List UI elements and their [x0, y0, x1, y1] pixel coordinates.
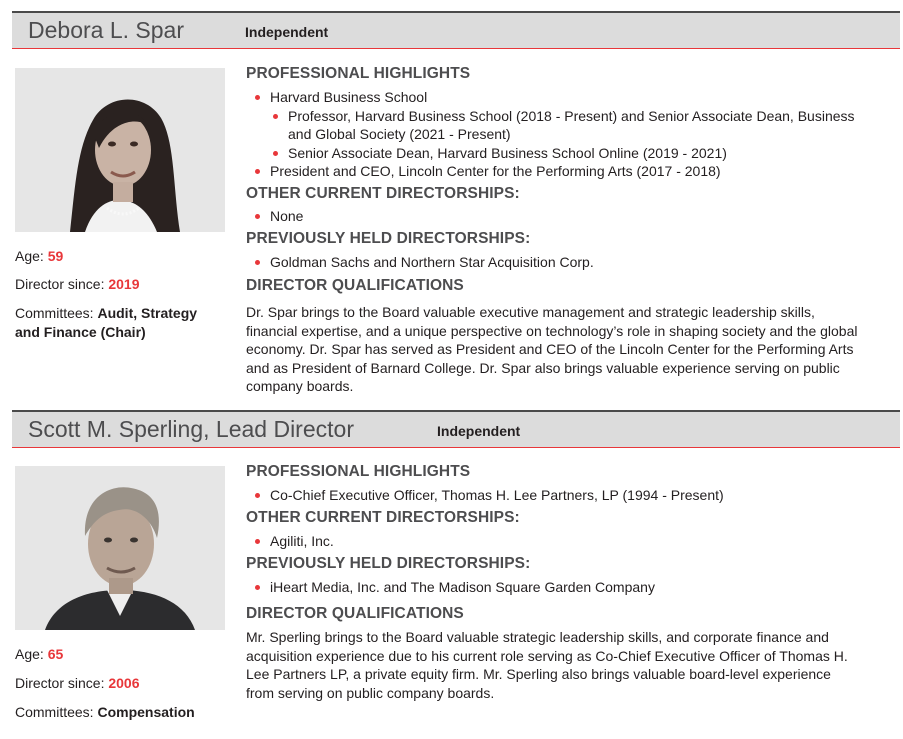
independence-status: Independent	[437, 423, 521, 439]
committees-label: Committees:	[15, 704, 98, 720]
director-name: Debora L. Spar	[28, 17, 184, 43]
portrait-man-icon	[15, 466, 225, 630]
director-stats	[15, 645, 235, 725]
previous-directorships-title: PREVIOUSLY HELD DIRECTORSHIPS:	[246, 230, 531, 247]
age-value: 59	[47, 248, 64, 264]
director-since-value: 2019	[108, 276, 140, 292]
committees-row	[15, 703, 195, 722]
qualifications-line: Mr. Sperling brings to the Board valuable strategic leadership skills, and corporate finance and	[246, 629, 829, 645]
director-qualifications-text	[246, 628, 900, 702]
qualifications-line: and as President of Barnard College. Dr. Spar also brings valuable experience serving on public	[246, 359, 840, 376]
director-since-row	[15, 674, 140, 693]
age-row	[15, 645, 63, 664]
committees-value: Compensation	[97, 704, 195, 720]
qualifications-line: acquisition experience due to his current role serving as Co-Chief Executive Officer of Thomas H.	[246, 647, 848, 664]
highlight-item: President and CEO, Lincoln Center for the Performing Arts (2017 - 2018)	[246, 162, 900, 181]
qualifications-line: financial expertise, and a unique perspective on technology’s role in shaping society and the global	[246, 322, 858, 339]
professional-highlights-title: PROFESSIONAL HIGHLIGHTS	[246, 463, 471, 480]
previous-directorships-title: PREVIOUSLY HELD DIRECTORSHIPS:	[246, 555, 531, 572]
committees-value: Audit, Strategy	[97, 305, 198, 321]
other-directorships-title: OTHER CURRENT DIRECTORSHIPS:	[246, 185, 520, 202]
professional-highlights-list	[246, 486, 900, 505]
director-since-value: 2006	[108, 675, 140, 691]
director-qualifications-title: DIRECTOR QUALIFICATIONS	[246, 605, 464, 622]
highlight-subitem: Professor, Harvard Business School (2018 - Present) and Senior Associate Dean, Business	[246, 107, 900, 126]
professional-highlights-title: PROFESSIONAL HIGHLIGHTS	[246, 65, 471, 82]
director-name: Scott M. Sperling, Lead Director	[28, 416, 354, 442]
director-photo	[15, 466, 225, 630]
qualifications-line: company boards.	[246, 378, 354, 394]
highlight-continuation-text: and Global Society (2021 - Present)	[288, 126, 511, 142]
committees-label: Committees:	[15, 305, 98, 321]
other-directorships-list	[246, 532, 900, 551]
director-since-label: Director since:	[15, 675, 109, 691]
committees-value-line2: and Finance (Chair)	[15, 324, 146, 340]
age-value: 65	[47, 646, 64, 662]
director-since-label: Director since:	[15, 276, 109, 292]
age-label: Age:	[15, 248, 48, 264]
qualifications-line: economy. Dr. Spar has served as President and CEO of the Lincoln Center for the Performing Arts	[246, 341, 854, 357]
previous-directorships-list	[246, 578, 900, 597]
highlight-subitem: Senior Associate Dean, Harvard Business School Online (2019 - 2021)	[246, 144, 900, 163]
previous-directorship-item: iHeart Media, Inc. and The Madison Square Garden Company	[246, 578, 900, 597]
highlight-item: Co-Chief Executive Officer, Thomas H. Lee Partners, LP (1994 - Present)	[246, 486, 900, 505]
age-label: Age:	[15, 646, 48, 662]
other-directorship-item: Agiliti, Inc.	[246, 532, 900, 551]
previous-directorship-item: Goldman Sachs and Northern Star Acquisition Corp.	[246, 253, 900, 272]
director-details	[246, 0, 900, 739]
director-qualifications-title: DIRECTOR QUALIFICATIONS	[246, 277, 464, 294]
other-directorships-title: OTHER CURRENT DIRECTORSHIPS:	[246, 509, 520, 526]
qualifications-line: from serving on public company boards.	[246, 684, 495, 701]
other-directorship-item: None	[246, 207, 900, 226]
qualifications-line: Lee Partners LP, a private equity firm. Mr. Sperling also brings valuable board-level experience	[246, 666, 831, 682]
independence-status: Independent	[245, 24, 329, 40]
highlight-item: Harvard Business School	[246, 88, 900, 107]
qualifications-line: Dr. Spar brings to the Board valuable executive management and strategic leadership skills,	[246, 304, 815, 320]
